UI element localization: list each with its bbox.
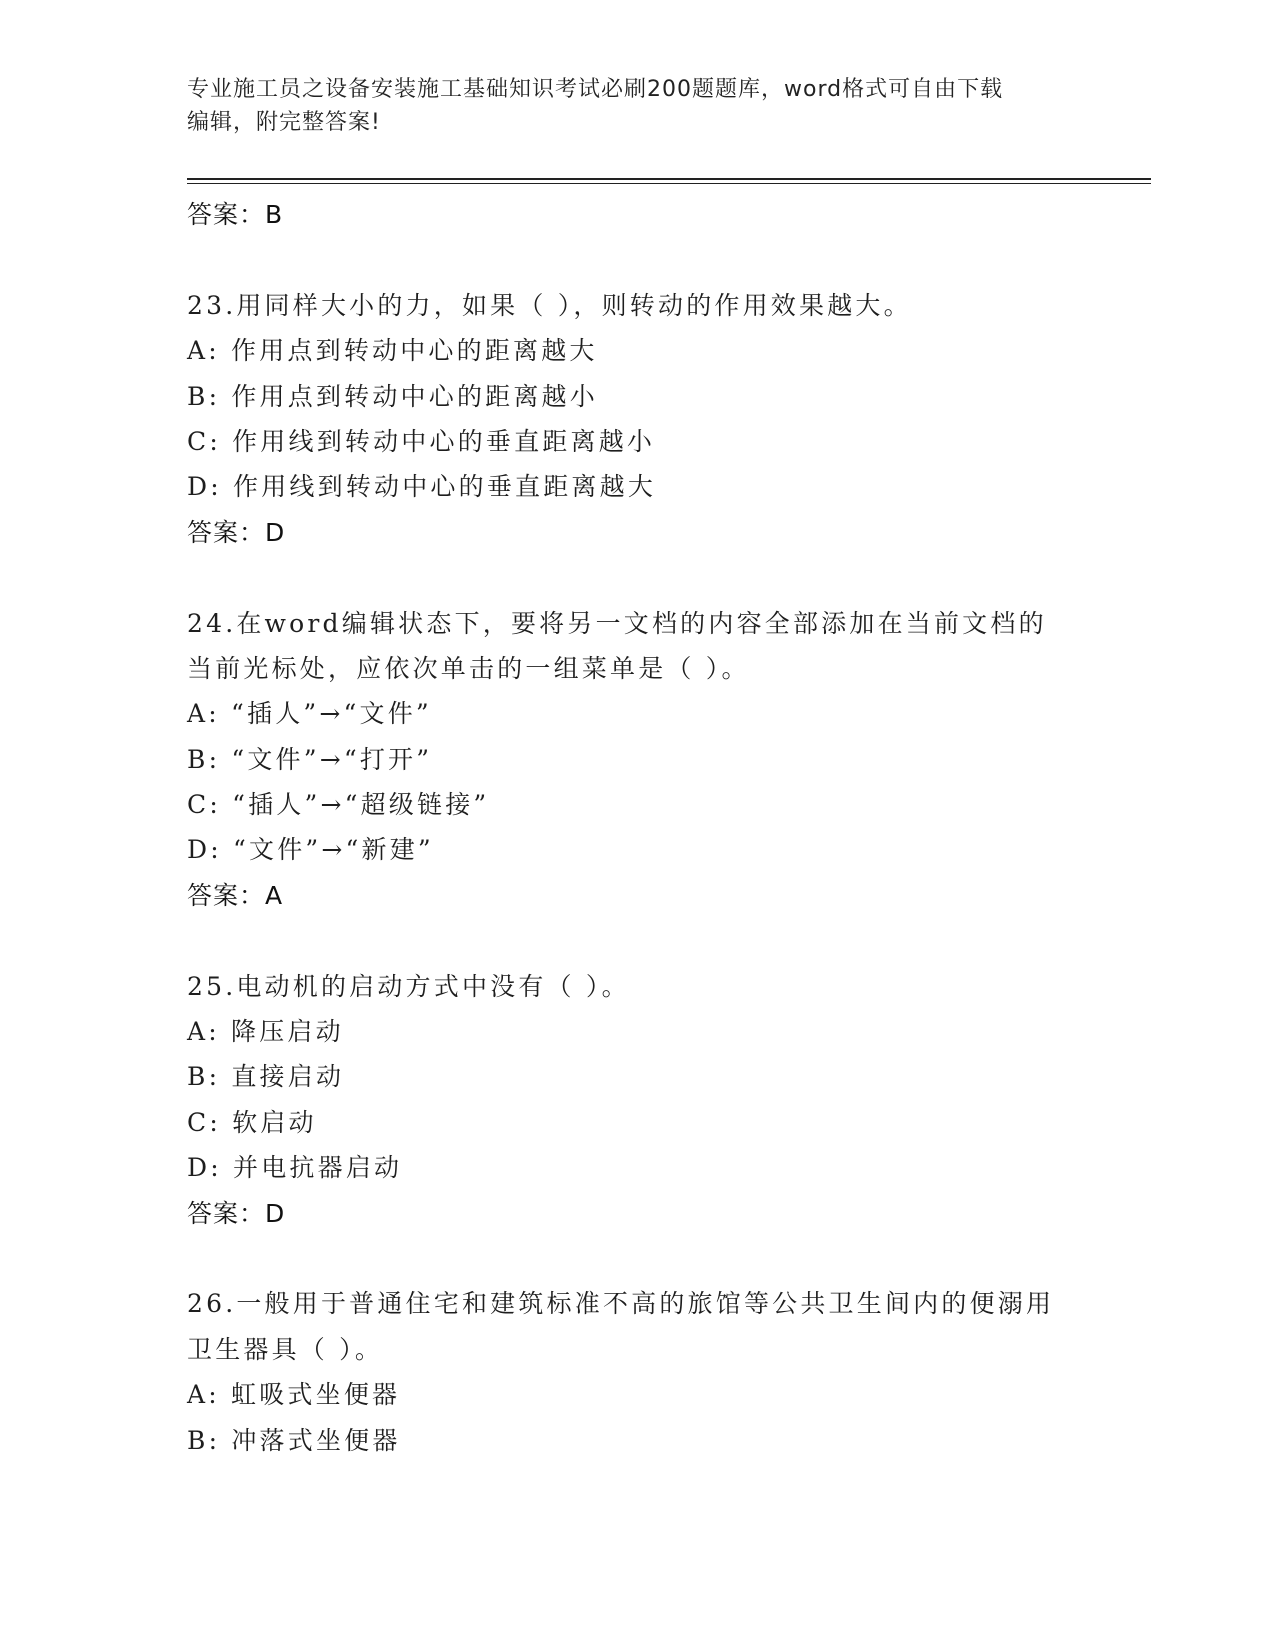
header-line-1: 专业施工员之设备安装施工基础知识考试必刷200题题库，word格式可自由下载 (187, 77, 1004, 102)
question-stem: 23.用同样大小的力，如果（ ），则转动的作用效果越大。 (187, 290, 912, 320)
page-header (187, 73, 1087, 139)
spacer (187, 555, 1087, 600)
option-a: A: 虹吸式坐便器 (187, 1380, 401, 1410)
option-a: A: “插人”→“文件” (187, 699, 432, 729)
option-c: C: 作用线到转动中心的垂直距离越小 (187, 426, 656, 456)
spacer (187, 237, 1087, 282)
question-content (187, 192, 1087, 1463)
answer: 答案：D (187, 1198, 286, 1228)
question-stem: 25.电动机的启动方式中没有（ ）。 (187, 971, 630, 1001)
header-divider-thin (187, 183, 1151, 184)
option-d: D: “文件”→“新建” (187, 835, 434, 865)
answer: 答案：D (187, 517, 286, 547)
option-b: B: 直接启动 (187, 1062, 345, 1092)
option-c: C: “插人”→“超级链接” (187, 790, 490, 820)
answer: 答案：A (187, 880, 284, 910)
option-b: B: 作用点到转动中心的距离越小 (187, 381, 598, 411)
question-26 (187, 1281, 1087, 1463)
option-a: A: 降压启动 (187, 1017, 344, 1047)
spacer (187, 1236, 1087, 1281)
option-d: D: 并电抗器启动 (187, 1153, 403, 1183)
question-stem-line-1: 26.一般用于普通住宅和建筑标准不高的旅馆等公共卫生间内的便溺用 (187, 1289, 1055, 1319)
question-stem-line-1: 24.在word编辑状态下，要将另一文档的内容全部添加在当前文档的 (187, 608, 1047, 638)
question-stem-line-2: 当前光标处，应依次单击的一组菜单是（ ）。 (187, 653, 750, 683)
question-23 (187, 283, 1087, 555)
option-d: D: 作用线到转动中心的垂直距离越大 (187, 472, 657, 502)
option-b: B: 冲落式坐便器 (187, 1425, 401, 1455)
header-divider-thick (187, 178, 1151, 180)
question-stem-line-2: 卫生器具（ ）。 (187, 1334, 384, 1364)
option-c: C: 软启动 (187, 1107, 317, 1137)
option-b: B: “文件”→“打开” (187, 744, 433, 774)
question-24 (187, 601, 1087, 919)
answer-previous: 答案：B (187, 200, 284, 229)
option-a: A: 作用点到转动中心的距离越大 (187, 336, 598, 366)
spacer (187, 918, 1087, 963)
header-line-2: 编辑，附完整答案! (187, 110, 381, 135)
question-25 (187, 964, 1087, 1236)
